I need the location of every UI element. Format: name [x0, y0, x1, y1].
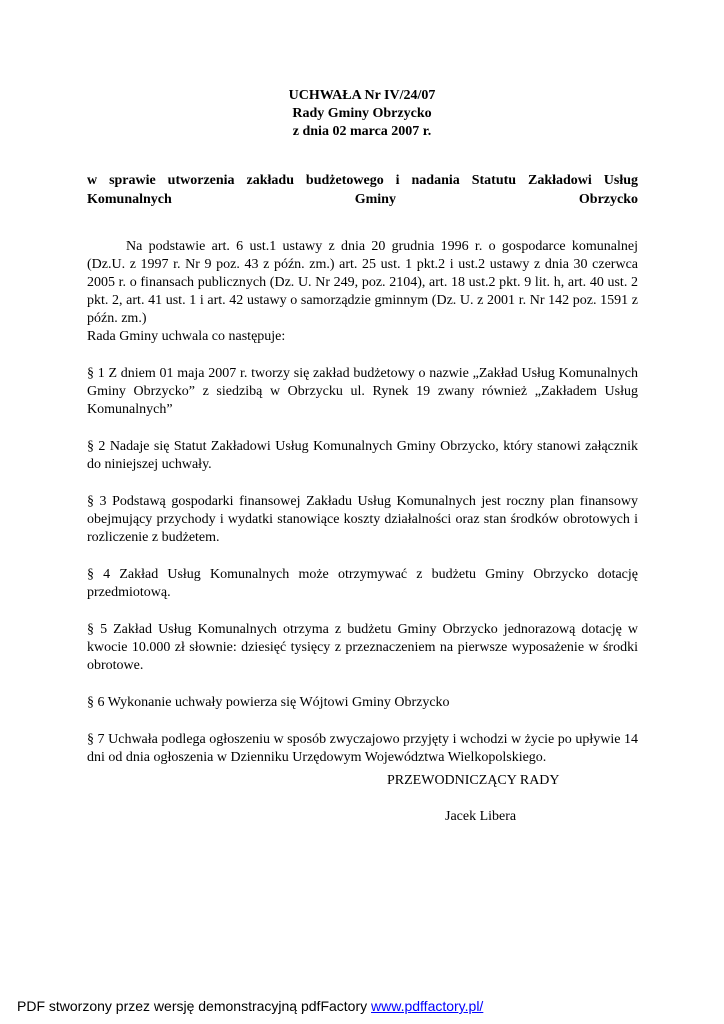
document-header: [0, 87, 724, 141]
section-7: § 7 Uchwała podlega ogłoszeniu w sposób zwyczajowo przyjęty i wchodzi w życie po upływie 14 dni od dnia ogłoszenia w Dzienniku Urzędowym Województwa Wielkopolskiego.: [87, 732, 638, 765]
legal-basis-paragraph: Na podstawie art. 6 ust.1 ustawy z dnia 20 grudnia 1996 r. o gospodarce komunalnej (Dz.U. z 1997 r. Nr 9 poz. 43 z późn. zm.) art. 25 ust. 1 pkt.2 i ust.2 ustawy z dnia 30 czerwca 2005 r. o finansach publicznych (Dz. U. Nr 249, poz. 2104), art. 18 ust.2 pkt. 9 lit. h, art. 40 ust. 2 pkt. 2, art. 41 ust. 1 i art. 42 ustawy o samorządzie gminnym (Dz. U. z 2001 r. Nr 142 poz. 1591 z późn. zm.): [87, 239, 638, 326]
footer-text: PDF stworzony przez wersję demonstracyjną pdfFactory: [17, 998, 372, 1014]
section-6: § 6 Wykonanie uchwały powierza się Wójtowi Gminy Obrzycko: [87, 695, 450, 710]
pdf-footer: [17, 997, 483, 1015]
resolution-subject: w sprawie utworzenia zakładu budżetowego i nadania Statutu Zakładowi Usług Komunalnych Gminy Obrzycko: [87, 173, 638, 207]
resolution-number: UCHWAŁA Nr IV/24/07: [288, 88, 436, 103]
resolves-line: Rada Gminy uchwala co następuje:: [87, 329, 286, 344]
section-1: § 1 Z dniem 01 maja 2007 r. tworzy się zakład budżetowy o nazwie „Zakład Usług Komunalnych Gminy Obrzycko” z siedzibą w Obrzycku ul. Rynek 19 zwany również „Zakładem Usług Komunalnych”: [87, 366, 638, 417]
document-body: [87, 238, 638, 786]
footer-link[interactable]: www.pdffactory.pl/: [371, 998, 484, 1014]
section-5: § 5 Zakład Usług Komunalnych otrzyma z budżetu Gminy Obrzycko jednorazową dotację w kwocie 10.000 zł słownie: dziesięć tysięcy z przeznaczeniem na pierwsze wyposażenie w środki obrotowe.: [87, 622, 638, 673]
signatory-name: Jacek Libera: [445, 809, 517, 824]
resolution-date: z dnia 02 marca 2007 r.: [292, 124, 432, 139]
section-3: § 3 Podstawą gospodarki finansowej Zakładu Usług Komunalnych jest roczny plan finansowy obejmujący przychody i wydatki stanowiące koszty działalności oraz stan środków obrotowych i rozliczenie z budżetem.: [87, 494, 638, 545]
issuing-body: Rady Gminy Obrzycko: [292, 106, 432, 121]
signatory-title: PRZEWODNICZĄCY RADY: [387, 773, 560, 788]
section-4: § 4 Zakład Usług Komunalnych może otrzymywać z budżetu Gminy Obrzycko dotację przedmiotową.: [87, 567, 638, 600]
section-2: § 2 Nadaje się Statut Zakładowi Usług Komunalnych Gminy Obrzycko, który stanowi załącznik do niniejszej uchwały.: [87, 439, 638, 472]
signature-block: [387, 772, 560, 824]
